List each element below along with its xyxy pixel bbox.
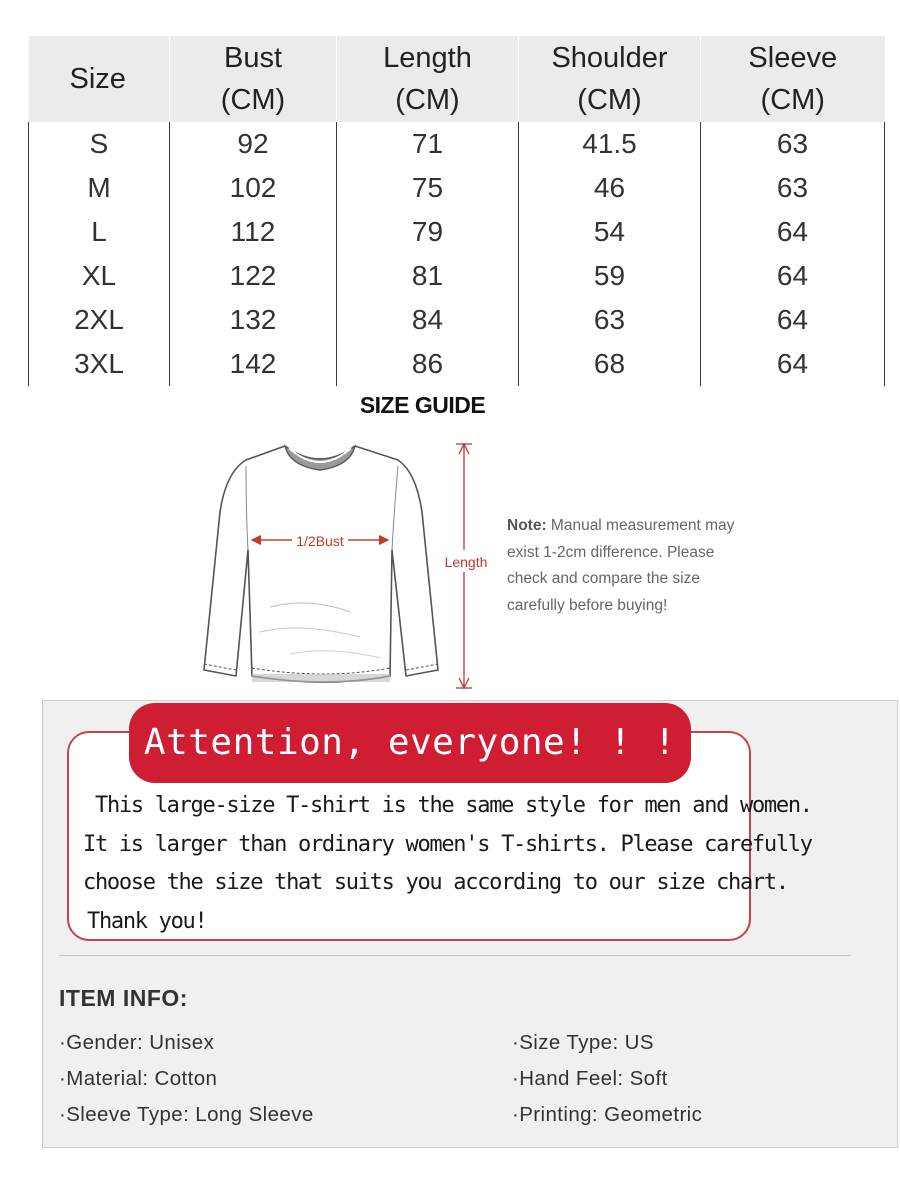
size-cell: M: [29, 166, 170, 210]
size-cell: L: [29, 210, 170, 254]
length-cell: 86: [337, 342, 519, 386]
shoulder-cell: 46: [519, 166, 701, 210]
sleeve-cell: 64: [701, 210, 885, 254]
header-size: Size: [29, 36, 170, 122]
attention-line: choose the size that suits you according to our size chart.: [83, 870, 788, 895]
info-gender: ·Gender: Unisex: [59, 1031, 215, 1054]
header-shoulder: Shoulder (CM): [519, 36, 701, 122]
length-cell: 75: [337, 166, 519, 210]
length-cell: 79: [337, 210, 519, 254]
table-row: [29, 122, 885, 166]
info-size-type: ·Size Type: US: [512, 1031, 654, 1054]
length-cell: 71: [337, 122, 519, 166]
bust-cell: 142: [170, 342, 337, 386]
attention-line: This large-size T-shirt is the same style for men and women.: [95, 793, 812, 818]
shoulder-cell: 63: [519, 298, 701, 342]
size-table-header-row: [29, 36, 885, 122]
sleeve-cell: 64: [701, 298, 885, 342]
measurement-note: [507, 513, 757, 619]
bust-cell: 102: [170, 166, 337, 210]
note-line: exist 1-2cm difference. Please: [507, 543, 715, 561]
note-line: check and compare the size: [507, 570, 700, 587]
header-bust: Bust (CM): [170, 36, 337, 122]
attention-line: Thank you!: [87, 908, 207, 934]
table-row: [29, 342, 885, 386]
divider: [59, 955, 851, 956]
info-hand-feel: ·Hand Feel: Soft: [512, 1067, 668, 1090]
note-line: carefully before buying!: [507, 596, 668, 614]
shirt-body: [204, 446, 438, 682]
bust-cell: 112: [170, 210, 337, 254]
bust-cell: 132: [170, 298, 337, 342]
attention-line: It is larger than ordinary women's T-shirts. Please carefully: [83, 831, 812, 857]
sleeve-cell: 63: [701, 122, 885, 166]
attention-banner: Attention, everyone! ! !: [129, 703, 691, 783]
bust-label: 1/2Bust: [296, 533, 344, 549]
long-sleeve-tshirt-illustration: [190, 432, 490, 694]
size-cell: 3XL: [29, 342, 170, 386]
info-material: ·Material: Cotton: [59, 1067, 218, 1090]
sleeve-cell: 64: [701, 342, 885, 386]
table-row: [29, 298, 885, 342]
header-sleeve: Sleeve (CM): [701, 36, 885, 122]
shoulder-cell: 54: [519, 210, 701, 254]
info-printing: ·Printing: Geometric: [512, 1103, 703, 1126]
sleeve-cell: 64: [701, 254, 885, 298]
info-panel: [42, 700, 898, 1148]
note-label: Note:: [507, 517, 547, 534]
table-row: [29, 254, 885, 298]
table-row: [29, 166, 885, 210]
info-sleeve-type: ·Sleeve Type: Long Sleeve: [59, 1103, 314, 1126]
length-cell: 81: [337, 254, 519, 298]
size-cell: 2XL: [29, 298, 170, 342]
shoulder-cell: 68: [519, 342, 701, 386]
note-line: Manual measurement may: [546, 517, 735, 534]
table-row: [29, 210, 885, 254]
length-label: Length: [444, 554, 488, 570]
item-info-title: ITEM INFO:: [59, 985, 188, 1011]
bust-cell: 92: [170, 122, 337, 166]
size-guide-title: SIZE GUIDE: [359, 392, 486, 418]
sleeve-cell: 63: [701, 166, 885, 210]
attention-message: [83, 787, 812, 941]
size-cell: XL: [29, 254, 170, 298]
length-cell: 84: [337, 298, 519, 342]
shoulder-cell: 41.5: [519, 122, 701, 166]
size-table: [28, 36, 885, 386]
size-cell: S: [29, 122, 170, 166]
shoulder-cell: 59: [519, 254, 701, 298]
bust-cell: 122: [170, 254, 337, 298]
header-length: Length (CM): [337, 36, 519, 122]
